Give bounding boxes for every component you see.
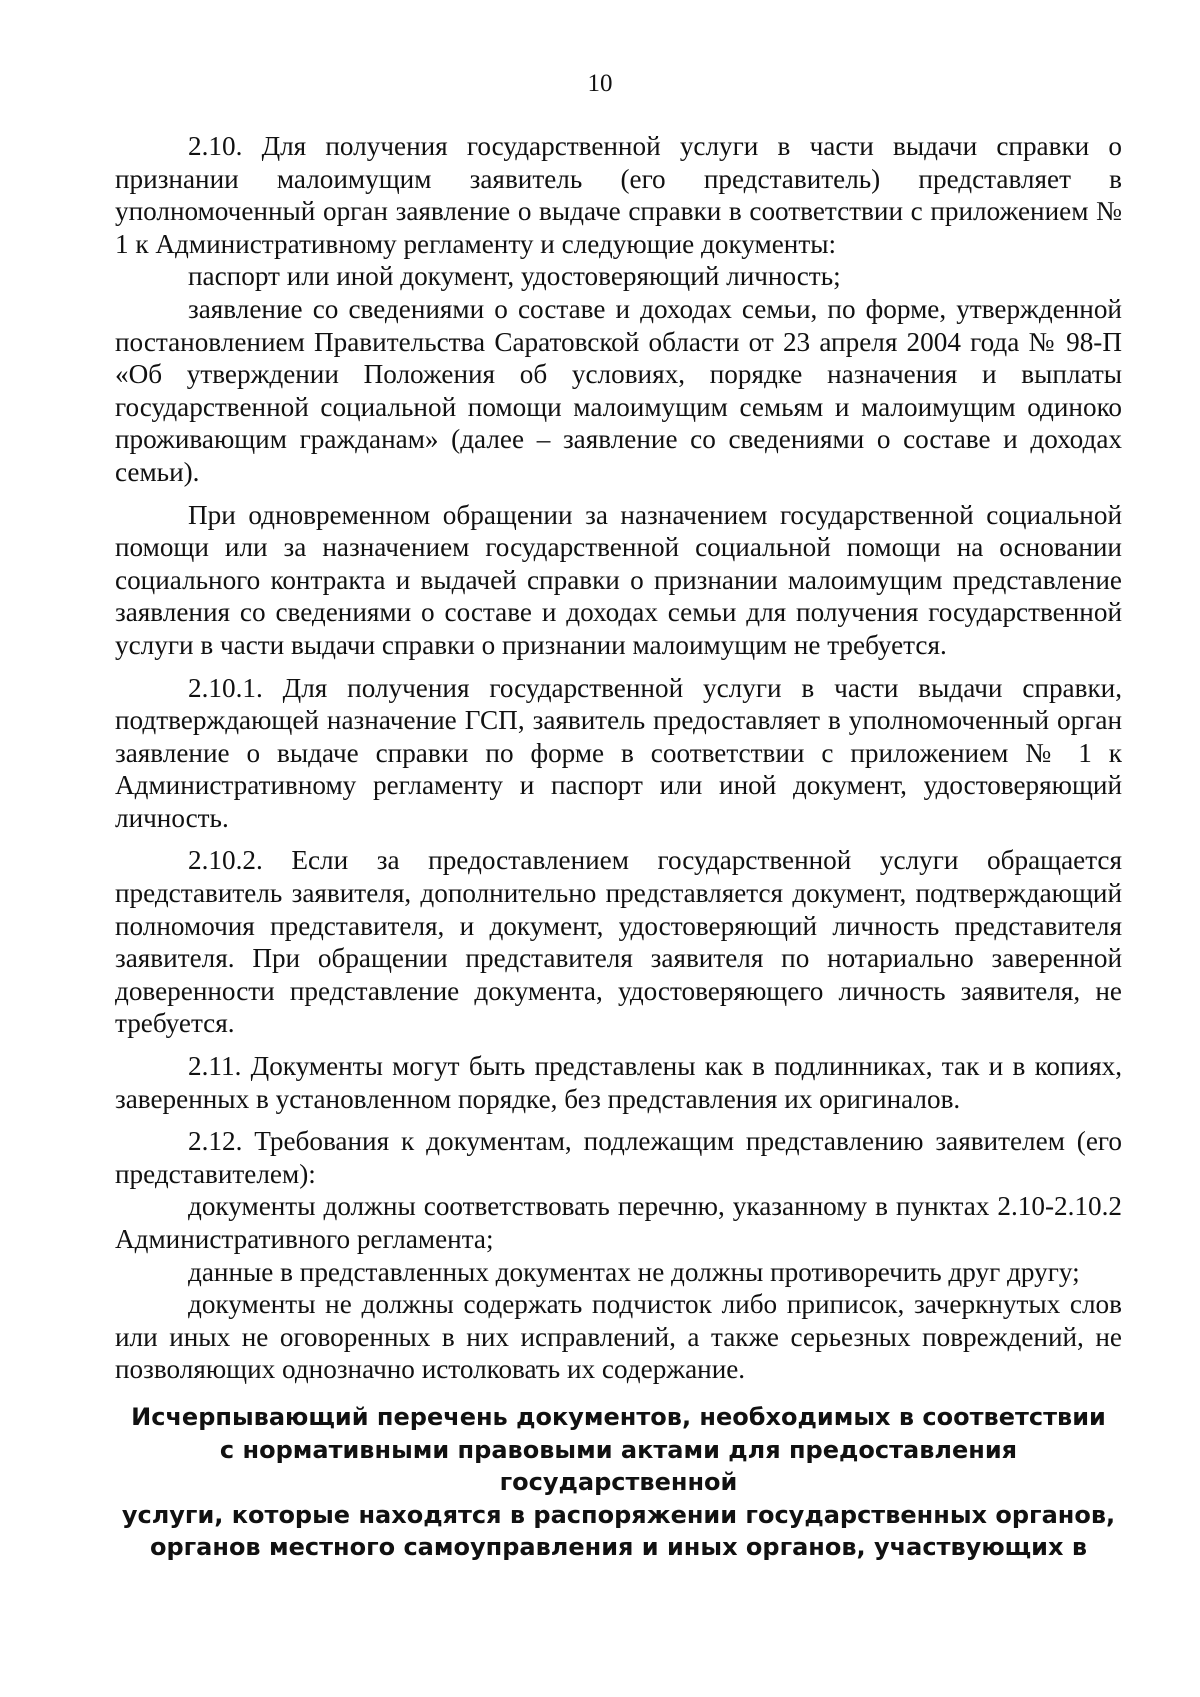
paragraph-income-statement: заявление со сведениями о составе и доходах семьи, по форме, утвержденной постановлением Правительства Саратовской области от 23 апреля 2004 года № 98-П «Об утверждении Положения об условиях, порядке назначения и выплаты государственной социальной помощи малоимущим семьям и малоимущим одиноко проживающим гражданам» (далее – заявление со сведениями о составе и доходах семьи). — [115, 293, 1122, 487]
paragraph-2-12: 2.12. Требования к документам, подлежащим представлению заявителем (его представителем): — [115, 1126, 1122, 1189]
paragraph-simultaneous-request: При одновременном обращении за назначением государственной социальной помощи или за назначением государственной социальной помощи на основании социального контракта и выдачей справки о признании малоимущим представление заявления со сведениями о составе и доходах семьи для получения государственной услуги в части выдачи справки о признании малоимущим не требуется. — [115, 499, 1122, 660]
paragraph-passport: паспорт или иной документ, удостоверяющий личность; — [188, 261, 841, 292]
section-heading-line: органов местного самоуправления и иных органов, участвующих в — [149, 1533, 1088, 1562]
paragraph-2-10-1: 2.10.1. Для получения государственной услуги в части выдачи справки, подтверждающей назначение ГСП, заявитель предоставляет в уполномоченный орган заявление о выдаче справки по форме в соответствии с приложением № 1 к Административному регламенту и паспорт или иной документ, удостоверяющий личность. — [115, 672, 1122, 833]
paragraph-2-10: 2.10. Для получения государственной услуги в части выдачи справки о признании малоимущим заявитель (его представитель) представляет в уполномоченный орган заявление о выдаче справки в соответствии с приложением № 1 к Административному регламенту и следующие документы: — [115, 131, 1122, 259]
paragraph-2-10-2: 2.10.2. Если за предоставлением государственной услуги обращается представитель заявителя, дополнительно представляется документ, подтверждающий полномочия представителя, и документ, удостоверяющий личность представителя заявителя. При обращении представителя заявителя по нотариально заверенной доверенности представление документа, удостоверяющего личность заявителя, не требуется. — [115, 845, 1122, 1039]
document-body — [115, 130, 1122, 1564]
paragraph-2-11: 2.11. Документы могут быть представлены как в подлинниках, так и в копиях, заверенных в установленном порядке, без представления их оригиналов. — [115, 1051, 1122, 1114]
section-heading-line: Исчерпывающий перечень документов, необходимых в соответствии — [131, 1402, 1106, 1431]
page-number: 10 — [587, 70, 613, 97]
section-heading — [115, 1401, 1122, 1564]
section-heading-line: с нормативными правовыми актами для предоставления государственной — [219, 1435, 1018, 1497]
paragraph-requirement-no-corrections: документы не должны содержать подчисток либо приписок, зачеркнутых слов или иных не оговоренных в них исправлений, а также серьезных повреждений, не позволяющих однозначно истолковать их содержание. — [115, 1289, 1122, 1385]
paragraph-requirement-list: документы должны соответствовать перечню, указанному в пунктах 2.10-2.10.2 Административного регламента; — [115, 1191, 1122, 1254]
section-heading-line: услуги, которые находятся в распоряжении государственных органов, — [121, 1500, 1116, 1529]
paragraph-requirement-consistency: данные в представленных документах не должны противоречить друг другу; — [188, 1256, 1080, 1287]
